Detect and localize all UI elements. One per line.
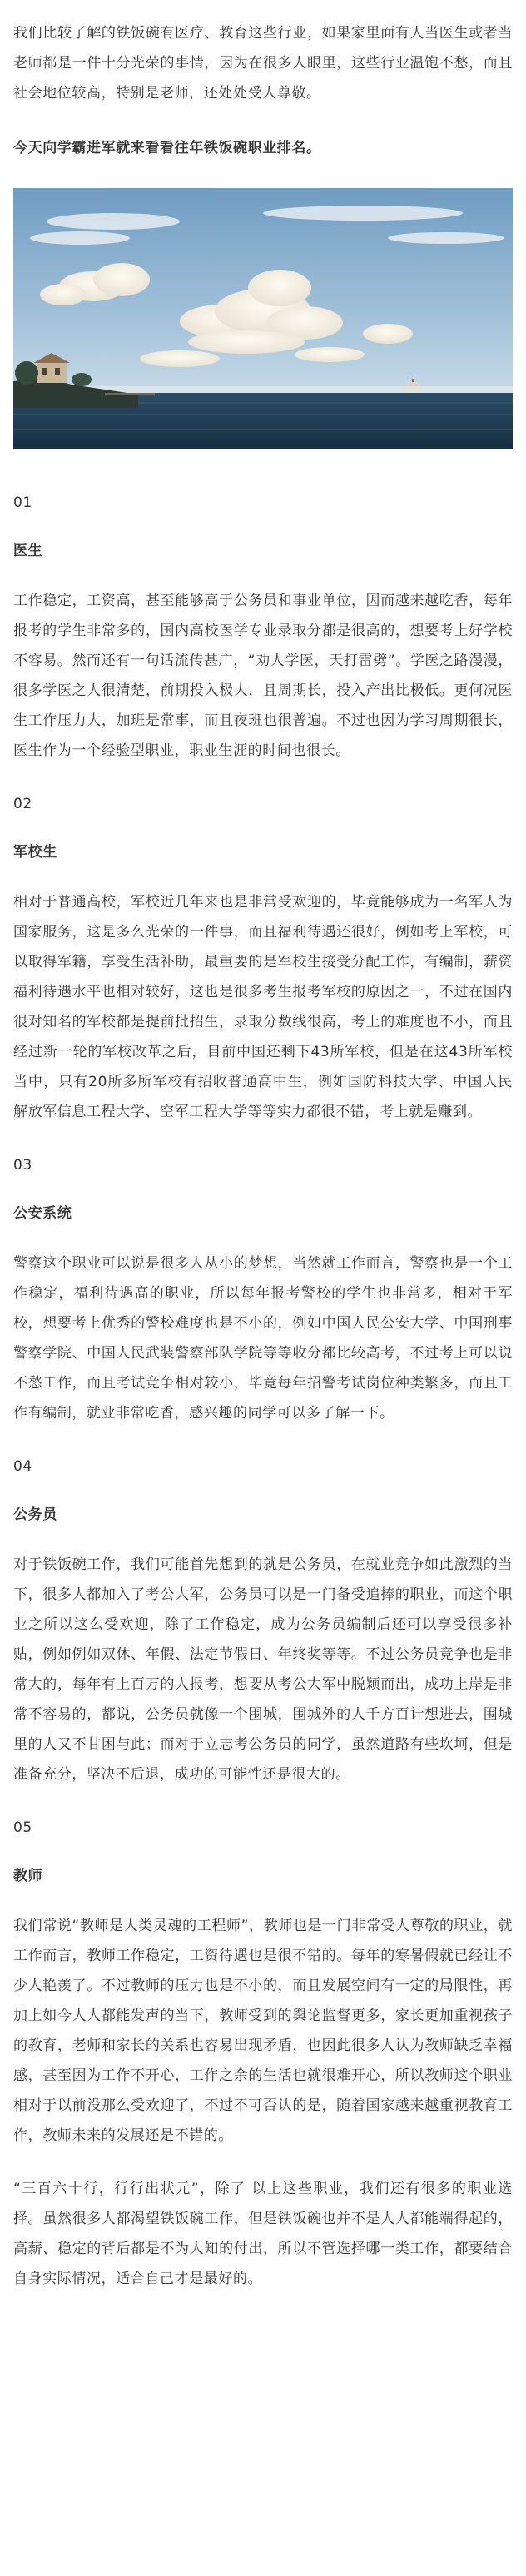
- section-title: 教师: [13, 1868, 43, 1884]
- section-4: [13, 1452, 513, 1789]
- section-2: [13, 789, 513, 1127]
- lead-heading: 今天向学霸进军就来看看往年铁饭碗职业排名。: [13, 140, 321, 156]
- section-body: 工作稳定，工资高，甚至能够高于公务员和事业单位，因而越来越吃香，每年报考的学生非常多的，国内高校医学专业录取分都是很高的，想要考上好学校不容易。然而还有一句话流传甚广，“劝人学医，天打雷劈”。学医之路漫漫，很多学医之人很清楚，前期投入极大，且周期长，投入产出比极低。更何况医生工作压力大，加班是常事，而且夜班也很普遍。不过也因为学习周期很长，医生作为一个经验型职业，职业生涯的时间也很长。: [13, 593, 513, 759]
- section-body: 我们常说“教师是人类灵魂的工程师”，教师也是一门非常受人尊敬的职业，就工作而言，教师工作稳定，工资待遇也是很不错的。每年的寒暑假就已经让不少人艳羡了。不过教师的压力也是不小的，而且发展空间有一定的局限性，再加上如今人人都能发声的当下，教师受到的舆论监督更多，家长更加重视孩子的教育，老师和家长的关系也容易出现矛盾，也因此很多人认为教师缺乏幸福感，甚至因为工作不开心，工作之余的生活也就很难开心，所以教师这个职业相对于以前没那么受欢迎了，不过不可否认的是，随着国家越来越重视教育工作，教师未来的发展还是不错的。: [13, 1918, 513, 2144]
- section-number: 02: [13, 796, 32, 812]
- seaside-sky-photo: [13, 188, 513, 449]
- closing-paragraph: “三百六十行，行行出状元”，除了 以上这些职业，我们还有很多的职业选择。虽然很多人都渴望铁饭碗工作，但是铁饭碗也并不是人人都能端得起的，高薪、稳定的背后都是不为人知的付出，所以不管选择哪一类工作，都要结合自身实际情况，适合自己才是最好的。: [13, 2181, 513, 2287]
- section-title: 医生: [13, 543, 43, 559]
- section-title: 军校生: [13, 844, 57, 861]
- sections-list: [13, 488, 513, 2151]
- intro-paragraph: 我们比较了解的铁饭碗有医疗、教育这些行业，如果家里面有人当医生或者当老师都是一件十分光荣的事情，因为在很多人眼里，这些行业温饱不愁，而且社会地位较高，特别是老师，还处处受人尊敬。: [13, 25, 513, 102]
- section-number: 01: [13, 494, 32, 511]
- section-number: 03: [13, 1157, 32, 1174]
- section-number: 05: [13, 1819, 32, 1836]
- section-body: 对于铁饭碗工作，我们可能首先想到的就是公务员，在就业竞争如此激烈的当下，很多人都加入了考公大军，公务员可以是一门备受追捧的职业，而这个职业之所以这么受欢迎，除了工作稳定，成为公务员编制后还可以享受很多补贴，例如例如双休、年假、法定节假日、年终奖等等。不过公务员竞争也是非常大的，每年有上百万的人报考，想要从考公大军中脱颖而出，成功上岸是非常不容易的，都说，公务员就像一个围城，围城外的人千方百计想进去，围城里的人又不甘困与此；而对于立志考公务员的同学，虽然道路有些坎坷，但是准备充分，坚决不后退，成功的可能性还是很大的。: [13, 1556, 513, 1783]
- section-body: 相对于普通高校，军校近几年来也是非常受欢迎的，毕竟能够成为一名军人为国家服务，这是多么光荣的一件事，而且福利待遇还很好，例如考上军校，可以取得军籍，享受生活补助，最重要的是军校生接受分配工作，有编制，薪资福利待遇水平也相对较好，这也是很多考生报考军校的原因之一，不过在国内很对知名的军校都是提前批招生，录取分数线很高，考上的难度也不小，而且经过新一轮的军校改革之后，目前中国还剩下43所军校，但是在这43所军校当中，只有20所多所军校有招收普通高中生，例如国防科技大学、中国人民解放军信息工程大学、空军工程大学等等实力都很不错，考上就是赚到。: [13, 894, 513, 1120]
- section-title: 公安系统: [13, 1205, 72, 1222]
- section-number: 04: [13, 1458, 32, 1475]
- section-5: [13, 1813, 513, 2151]
- section-3: [13, 1150, 513, 1428]
- section-body: 警察这个职业可以说是很多人从小的梦想，当然就工作而言，警察也是一个工作稳定，福利待遇高的职业，所以每年报考警校的学生也非常多，相对于军校，想要考上优秀的警校难度也是不小的，例如中国人民公安大学、中国刑事警察学院、中国人民武装警察部队学院等等收分都比较高考，不过考上可以说不愁工作，而且考试竞争相对较小，毕竟每年招警考试岗位种类繁多，而且工作有编制，就业非常吃香，感兴趣的同学可以多了解一下。: [13, 1255, 513, 1422]
- section-title: 公务员: [13, 1506, 57, 1523]
- section-1: [13, 488, 513, 766]
